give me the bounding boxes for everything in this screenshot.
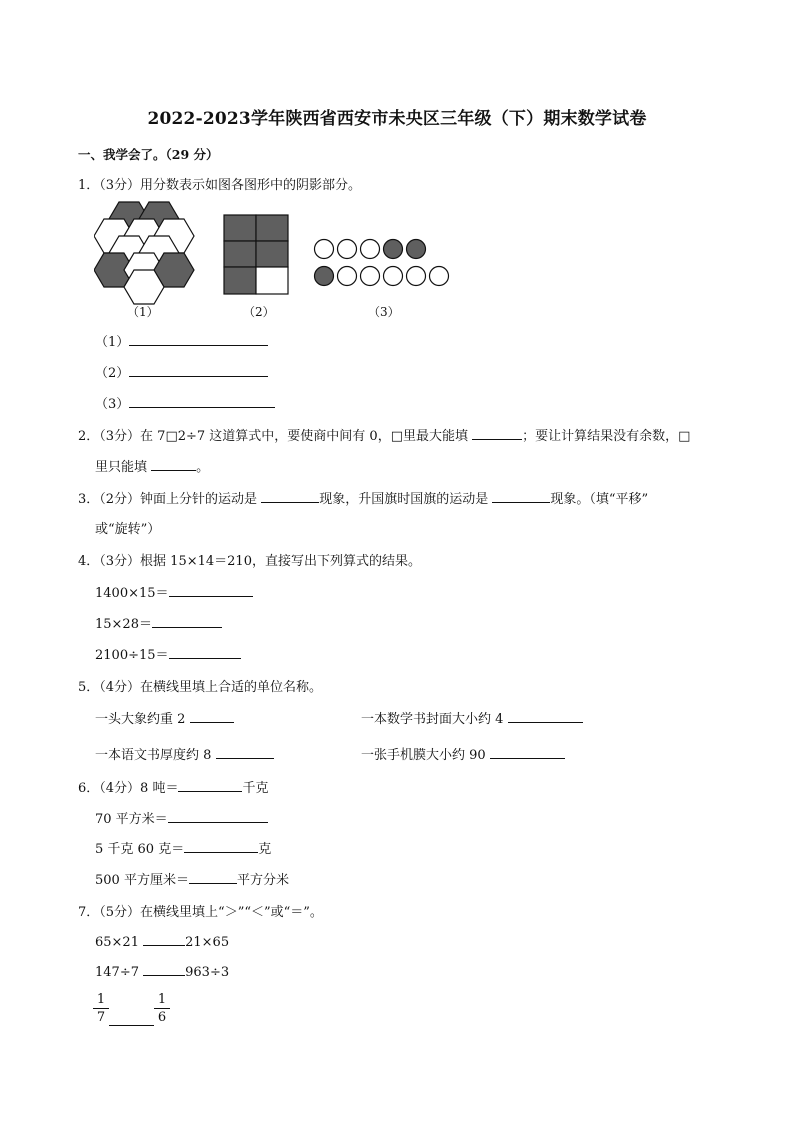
- hexagon-figure: [94, 202, 194, 304]
- question-6-text-c: 70 平方米＝: [95, 812, 168, 827]
- question-5-item-4: [361, 744, 565, 763]
- question-7-expr-2a: 147÷7: [95, 965, 139, 980]
- question-5-blank-4[interactable]: [490, 746, 565, 759]
- question-2-text-d: 。: [196, 460, 210, 475]
- question-5-blank-2[interactable]: [508, 710, 583, 723]
- question-6-text-g: 平方分米: [236, 873, 289, 888]
- question-6-blank-4[interactable]: [189, 871, 237, 884]
- answer-row-2: [95, 362, 268, 381]
- question-7-item-2: [95, 963, 229, 980]
- answer-blank-2[interactable]: [129, 364, 268, 377]
- question-2-line-1: [78, 425, 690, 444]
- question-6-blank-1[interactable]: [178, 779, 242, 792]
- question-5-text: 5．（4分）在横线里填上合适的单位名称。: [78, 680, 323, 695]
- question-5-label-3: 一本语文书厚度约 8: [95, 748, 212, 763]
- circle: [430, 267, 449, 286]
- question-2-text-c: 里只能填: [95, 460, 148, 475]
- answer-label-1: （1）: [95, 335, 130, 350]
- question-3-blank-1[interactable]: [261, 490, 319, 503]
- question-5-label-2: 一本数学书封面大小约 4: [361, 712, 504, 727]
- question-7-expr-1a: 65×21: [95, 935, 139, 950]
- question-2-text-a: 2．（3分）在 7□2÷7 这道算式中，要使商中间有 0，□里最大能填: [78, 429, 468, 444]
- question-7-item-1: [95, 933, 229, 950]
- question-6-line-2: [95, 808, 268, 827]
- rect-cell-shaded: [256, 241, 288, 267]
- question-7-text: 7．（5分）在横线里填上“＞”“＜”或“＝”。: [78, 905, 323, 920]
- question-4-item-3: [95, 644, 241, 663]
- fraction-right-denominator: 6: [157, 1010, 167, 1025]
- question-5-item-1: [95, 708, 234, 727]
- question-6-line-3: [95, 838, 271, 857]
- rect-cell-shaded: [224, 241, 256, 267]
- section-heading: 一、我学会了。（29 分）: [78, 147, 219, 162]
- rect-cell: [256, 267, 288, 294]
- question-6-text-d: 5 千克 60 克＝: [95, 842, 185, 857]
- circle: [384, 267, 403, 286]
- question-4-item-1: [95, 582, 253, 601]
- circle: [361, 240, 380, 259]
- question-7-blank-3[interactable]: [109, 1013, 154, 1026]
- circle-shaded: [315, 267, 334, 286]
- circle: [315, 240, 334, 259]
- question-5-label-1: 一头大象约重 2: [95, 712, 186, 727]
- question-5-item-2: [361, 708, 583, 727]
- question-7-expr-2b: 963÷3: [185, 965, 230, 980]
- question-3-blank-2[interactable]: [492, 490, 550, 503]
- question-2-text-b: ；要让计算结果没有余数，□: [522, 429, 691, 444]
- fraction-right-numerator: 1: [154, 992, 170, 1009]
- page-title: 2022-2023学年陕西省西安市未央区三年级（下）期末数学试卷: [147, 109, 647, 129]
- question-5-blank-1[interactable]: [190, 710, 234, 723]
- question-3-line-1: [78, 488, 648, 507]
- question-4-expr-2: 15×28＝: [95, 617, 152, 632]
- answer-row-3: [95, 393, 275, 412]
- fraction-left: [93, 992, 109, 1027]
- question-4-blank-2[interactable]: [152, 615, 222, 628]
- question-4-blank-1[interactable]: [169, 584, 253, 597]
- question-4-blank-3[interactable]: [169, 646, 241, 659]
- question-6-line-1: [78, 777, 268, 796]
- answer-label-2: （2）: [95, 366, 130, 381]
- figure-label-2: （2）: [243, 305, 275, 319]
- question-6-line-4: [95, 869, 289, 888]
- rect-cell-shaded: [224, 267, 256, 294]
- question-5-label-4: 一张手机膜大小约 90: [361, 748, 486, 763]
- circle-shaded: [407, 240, 426, 259]
- answer-blank-3[interactable]: [129, 395, 275, 408]
- question-6-text-b: 千克: [242, 781, 269, 796]
- rect-cell-shaded: [256, 215, 288, 241]
- question-6-text-f: 500 平方厘米＝: [95, 873, 189, 888]
- question-6-text-a: 6．（4分）8 吨＝: [78, 781, 179, 796]
- figure-svg: [94, 200, 452, 320]
- rectangle-figure: [224, 215, 288, 294]
- fraction-right: [154, 992, 170, 1027]
- question-2-blank-1[interactable]: [472, 427, 522, 440]
- circle: [407, 267, 426, 286]
- figure-label-1: （1）: [127, 305, 159, 319]
- question-6-text-e: 克: [258, 842, 272, 857]
- figure-label-3: （3）: [368, 305, 400, 319]
- answer-blank-1[interactable]: [129, 333, 268, 346]
- question-7-blank-2[interactable]: [143, 963, 185, 976]
- question-4-expr-3: 2100÷15＝: [95, 648, 169, 663]
- question-5-blank-3[interactable]: [216, 746, 274, 759]
- question-4-expr-1: 1400×15＝: [95, 586, 169, 601]
- question-7-expr-1b: 21×65: [185, 935, 230, 950]
- question-7-blank-1[interactable]: [143, 933, 185, 946]
- question-3-line-2: 或“旋转”）: [95, 522, 161, 537]
- fraction-left-numerator: 1: [93, 992, 109, 1009]
- fraction-left-denominator: 7: [96, 1010, 106, 1025]
- question-4-item-2: [95, 613, 222, 632]
- question-2-line-2: [95, 456, 209, 475]
- question-3-text-b: 现象，升国旗时国旗的运动是: [319, 492, 489, 507]
- question-3-text-a: 3．（2分）钟面上分针的运动是: [78, 492, 258, 507]
- circle: [338, 240, 357, 259]
- question-6-blank-3[interactable]: [184, 840, 258, 853]
- question-3-text-c: 现象。（填“平移”: [550, 492, 649, 507]
- circles-figure: [315, 240, 449, 286]
- question-5-item-3: [95, 744, 274, 763]
- rect-cell-shaded: [224, 215, 256, 241]
- circle-shaded: [384, 240, 403, 259]
- question-4-text: 4．（3分）根据 15×14＝210，直接写出下列算式的结果。: [78, 554, 421, 569]
- question-6-blank-2[interactable]: [168, 810, 268, 823]
- question-1-figures: [94, 200, 452, 320]
- question-1-text: 1．（3分）用分数表示如图各图形中的阴影部分。: [78, 178, 362, 193]
- answer-row-1: [95, 331, 268, 350]
- circle: [338, 267, 357, 286]
- circle: [361, 267, 380, 286]
- answer-label-3: （3）: [95, 397, 130, 412]
- question-2-blank-2[interactable]: [151, 458, 196, 471]
